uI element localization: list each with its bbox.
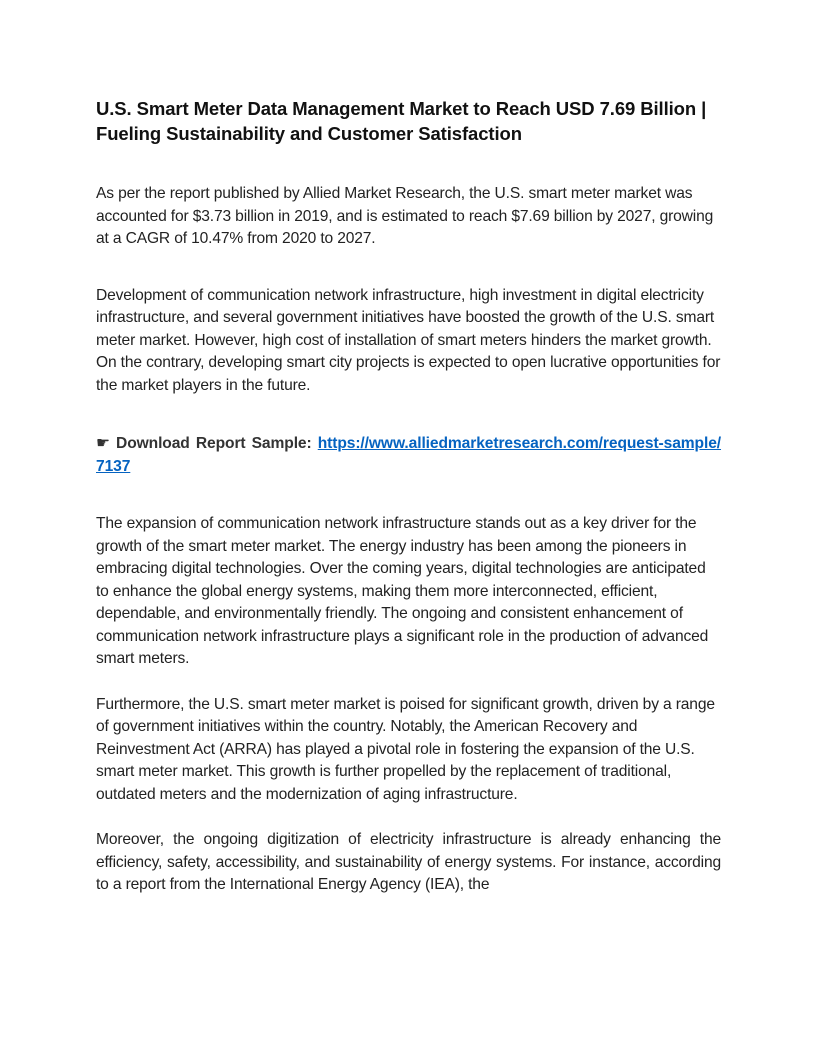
paragraph-government-initiatives: Furthermore, the U.S. smart meter market is poised for significant growth, driven by a range of government initiatives within the country. Notably, the American Recovery and Reinvestment Act (ARRA) has played a pivotal role in fostering the expansion of the U.S. smart meter market. This growth is further propelled by the replacement of traditional, outdated meters and the modernization of aging infrastructure. xyxy=(96,695,715,803)
article-title: U.S. Smart Meter Data Management Market to Reach USD 7.69 Billion | Fueling Sustainability and Customer Satisfaction xyxy=(96,98,707,144)
download-sample-line xyxy=(96,432,721,478)
paragraph-digitization: Moreover, the ongoing digitization of electricity infrastructure is already enhancing the efficiency, safety, accessibility, and sustainability of energy systems. For instance, according to a report from the International Energy Agency (IEA), the xyxy=(96,831,721,893)
document-page xyxy=(96,96,721,897)
download-label: Download Report Sample: xyxy=(116,435,312,452)
paragraph-market-size: As per the report published by Allied Market Research, the U.S. smart meter market was accounted for $3.73 billion in 2019, and is estimated to reach $7.69 billion by 2027, growing at a CAGR of 10.47% from 2020 to 2027. xyxy=(96,185,714,247)
pointing-hand-icon: ☛ xyxy=(96,434,110,452)
download-label-group xyxy=(96,435,318,452)
request-sample-link[interactable]: https://www.alliedmarketresearch.com/request-sample/7137 xyxy=(96,435,722,475)
paragraph-network-infrastructure: The expansion of communication network infrastructure stands out as a key driver for the growth of the smart meter market. The energy industry has been among the pioneers in embracing digital technologies. Over the coming years, digital technologies are anticipated to enhance the global energy systems, making them more interconnected, efficient, dependable, and environmentally friendly. The ongoing and consistent enhancement of communication network infrastructure plays a significant role in the production of advanced smart meters. xyxy=(96,515,709,667)
paragraph-drivers: Development of communication network infrastructure, high investment in digital electricity infrastructure, and several government initiatives have boosted the growth of the U.S. smart meter market. However, high cost of installation of smart meters hinders the market growth. On the contrary, developing smart city projects is expected to open lucrative opportunities for the market players in the future. xyxy=(96,286,721,394)
